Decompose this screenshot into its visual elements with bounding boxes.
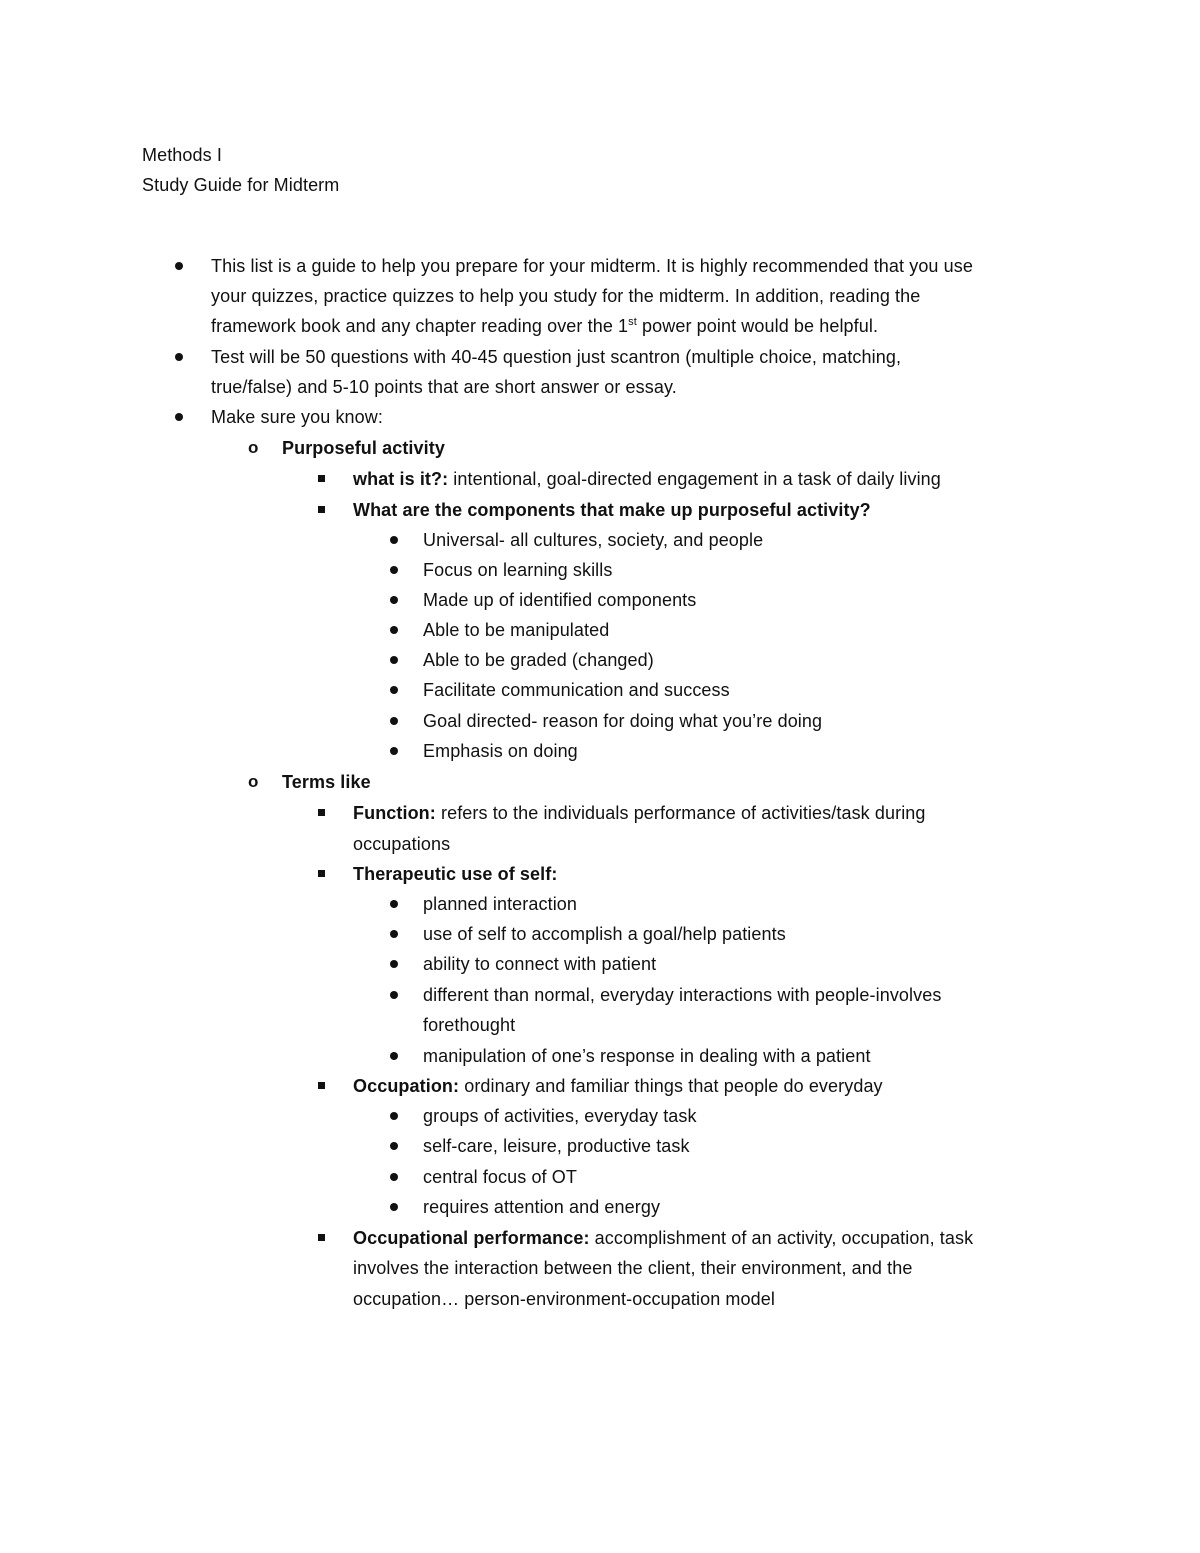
bullet-icon	[175, 353, 183, 361]
tus-item: ability to connect with patient	[423, 954, 657, 974]
make-sure-line: Make sure you know:	[211, 407, 383, 427]
function-line: Function: refers to the individuals performance of activities/task during	[353, 803, 926, 823]
intro-line: your quizzes, practice quizzes to help you study for the midterm. In addition, reading the	[211, 286, 921, 306]
tus-item: different than normal, everyday interactions with people-involves	[423, 985, 942, 1005]
component-item: Universal- all cultures, society, and people	[423, 530, 764, 550]
square-bullet-icon	[318, 870, 325, 877]
section-heading-purposeful: Purposeful activity	[282, 438, 445, 458]
bullet-icon	[390, 960, 398, 968]
occupational-performance-line: involves the interaction between the client, their environment, and the	[353, 1258, 913, 1278]
component-item: Goal directed- reason for doing what you’re doing	[423, 711, 823, 731]
bullet-icon	[390, 656, 398, 664]
intro-line: This list is a guide to help you prepare for your midterm. It is highly recommended that you use	[211, 256, 973, 276]
tus-item: use of self to accomplish a goal/help patients	[423, 924, 786, 944]
square-bullet-icon	[318, 809, 325, 816]
occupational-performance-line: occupation… person-environment-occupation model	[353, 1289, 775, 1309]
superscript: st	[628, 316, 637, 328]
occupation-item: self-care, leisure, productive task	[423, 1136, 690, 1156]
occupation-item: groups of activities, everyday task	[423, 1106, 697, 1126]
what-is-it-line: what is it?: intentional, goal-directed engagement in a task of daily living	[353, 469, 941, 489]
occupation-item: central focus of OT	[423, 1167, 577, 1187]
tus-item: forethought	[423, 1015, 516, 1035]
document-subtitle: Study Guide for Midterm	[142, 175, 340, 195]
bullet-icon	[390, 1142, 398, 1150]
intro-line: framework book and any chapter reading over the 1st power point would be helpful.	[211, 316, 879, 336]
bullet-icon	[390, 930, 398, 938]
bullet-icon	[390, 1112, 398, 1120]
bullet-icon	[390, 536, 398, 544]
tus-item: planned interaction	[423, 894, 578, 914]
bullet-icon	[390, 1173, 398, 1181]
occupation-line: Occupation: ordinary and familiar things that people do everyday	[353, 1076, 883, 1096]
tus-item: manipulation of one’s response in dealing with a patient	[423, 1046, 871, 1066]
bullet-icon	[390, 747, 398, 755]
components-heading: What are the components that make up purposeful activity?	[353, 500, 871, 520]
square-bullet-icon	[318, 506, 325, 513]
bullet-icon	[390, 596, 398, 604]
section-heading-terms: Terms like	[282, 772, 371, 792]
square-bullet-icon	[318, 1234, 325, 1241]
course-title: Methods I	[142, 145, 222, 165]
bullet-icon	[390, 717, 398, 725]
bullet-icon	[175, 262, 183, 270]
component-item: Able to be manipulated	[423, 620, 610, 640]
occupation-item: requires attention and energy	[423, 1197, 661, 1217]
component-item: Focus on learning skills	[423, 560, 613, 580]
component-item: Facilitate communication and success	[423, 680, 730, 700]
bullet-icon	[175, 413, 183, 421]
circle-o-icon: o	[248, 772, 259, 791]
therapeutic-use-heading: Therapeutic use of self:	[353, 864, 558, 884]
square-bullet-icon	[318, 1082, 325, 1089]
circle-o-icon: o	[248, 438, 259, 457]
component-item: Emphasis on doing	[423, 741, 578, 761]
test-info-line: Test will be 50 questions with 40-45 question just scantron (multiple choice, matching,	[211, 347, 902, 367]
bullet-icon	[390, 1203, 398, 1211]
bullet-icon	[390, 686, 398, 694]
function-line: occupations	[353, 834, 451, 854]
bullet-icon	[390, 900, 398, 908]
bullet-icon	[390, 566, 398, 574]
test-info-line: true/false) and 5-10 points that are short answer or essay.	[211, 377, 677, 397]
bullet-icon	[390, 626, 398, 634]
component-item: Made up of identified components	[423, 590, 697, 610]
occupational-performance-line: Occupational performance: accomplishment of an activity, occupation, task	[353, 1228, 974, 1248]
component-item: Able to be graded (changed)	[423, 650, 654, 670]
bullet-icon	[390, 1052, 398, 1060]
square-bullet-icon	[318, 475, 325, 482]
bullet-icon	[390, 991, 398, 999]
